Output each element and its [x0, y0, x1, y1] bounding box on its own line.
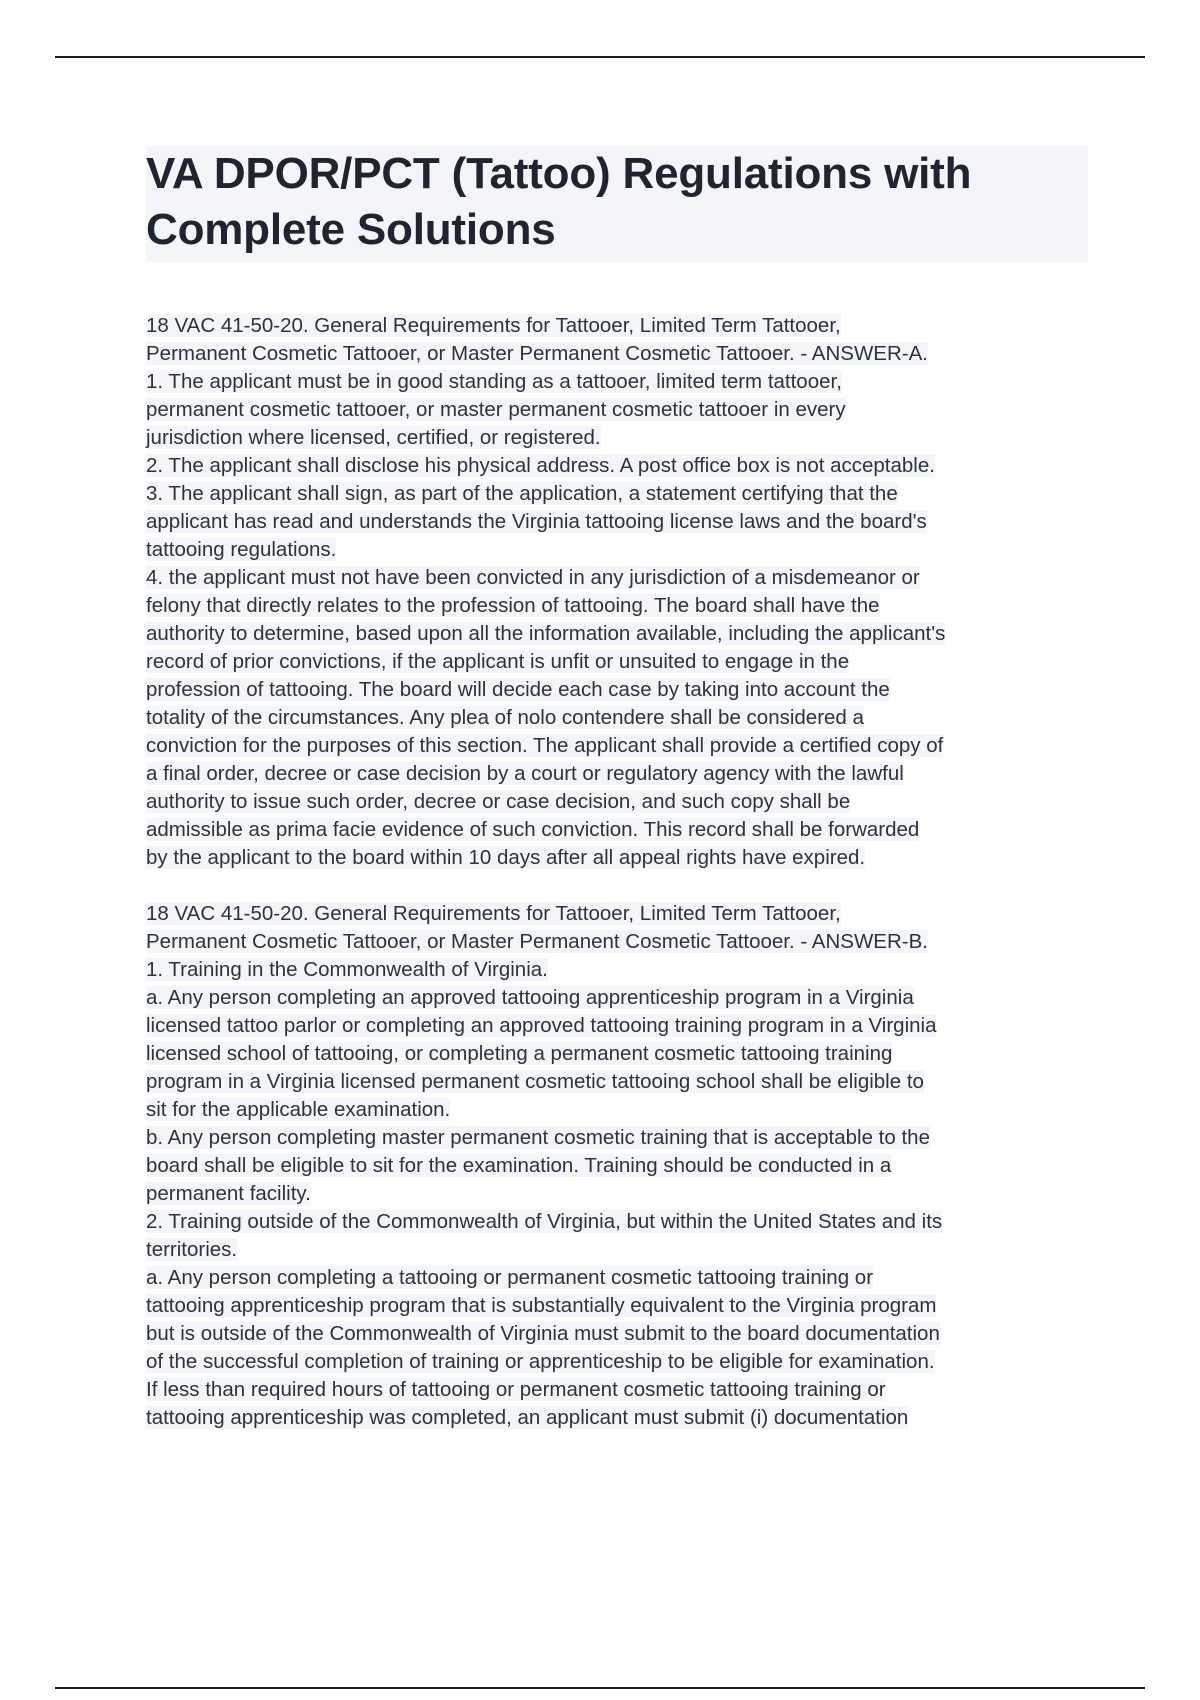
- text-line-content: applicant has read and understands the Virginia tattooing license laws and the board's: [146, 510, 927, 533]
- text-line: [146, 620, 1096, 648]
- page-title: [146, 146, 1088, 258]
- text-line-content: a. Any person completing a tattooing or permanent cosmetic tattooing training or: [146, 1266, 874, 1289]
- text-line: [146, 676, 1096, 704]
- text-line-content: a. Any person completing an approved tattooing apprenticeship program in a Virginia: [146, 986, 914, 1009]
- text-line-content: b. Any person completing master permanent cosmetic training that is acceptable to the: [146, 1126, 930, 1149]
- text-line-content: licensed school of tattooing, or completing a permanent cosmetic tattooing training: [146, 1042, 893, 1065]
- text-line: [146, 1404, 1096, 1432]
- title-line: VA DPOR/PCT (Tattoo) Regulations with: [146, 149, 972, 198]
- text-line: [146, 1348, 1096, 1376]
- text-line: [146, 956, 1096, 984]
- text-line-content: Permanent Cosmetic Tattooer, or Master Permanent Cosmetic Tattooer. - ANSWER-B.: [146, 930, 928, 953]
- text-line: [146, 396, 1096, 424]
- text-line: [146, 424, 1096, 452]
- text-line: [146, 900, 1096, 928]
- text-line-content: 1. The applicant must be in good standing as a tattooer, limited term tattooer,: [146, 370, 842, 393]
- text-line-content: by the applicant to the board within 10 days after all appeal rights have expired.: [146, 846, 866, 869]
- text-line-content: 4. the applicant must not have been convicted in any jurisdiction of a misdemeanor or: [146, 566, 920, 589]
- text-line: [146, 1012, 1096, 1040]
- text-line: [146, 340, 1096, 368]
- text-line: [146, 536, 1096, 564]
- text-line: [146, 1236, 1096, 1264]
- text-line: [146, 788, 1096, 816]
- text-line-content: 3. The applicant shall sign, as part of the application, a statement certifying that the: [146, 482, 898, 505]
- text-line: [146, 1208, 1096, 1236]
- text-line-content: totality of the circumstances. Any plea of nolo contendere shall be considered a: [146, 706, 864, 729]
- text-line: [146, 704, 1096, 732]
- text-line-content: record of prior convictions, if the applicant is unfit or unsuited to engage in the: [146, 650, 850, 673]
- qa-section-a: [146, 312, 1096, 872]
- text-line: [146, 480, 1096, 508]
- text-line-content: Permanent Cosmetic Tattooer, or Master Permanent Cosmetic Tattooer. - ANSWER-A.: [146, 342, 928, 365]
- text-line: [146, 1264, 1096, 1292]
- qa-section-b: [146, 900, 1096, 1432]
- text-line: [146, 1040, 1096, 1068]
- text-line: [146, 984, 1096, 1012]
- text-line: [146, 592, 1096, 620]
- text-line: [146, 816, 1096, 844]
- text-line: [146, 1096, 1096, 1124]
- text-line: [146, 564, 1096, 592]
- text-line-content: board shall be eligible to sit for the examination. Training should be conducted in a: [146, 1154, 892, 1177]
- text-line-content: licensed tattoo parlor or completing an approved tattooing training program in a Virginia: [146, 1014, 937, 1037]
- text-line: [146, 1180, 1096, 1208]
- text-line: [146, 732, 1096, 760]
- text-line-content: of the successful completion of training or apprenticeship to be eligible for examination.: [146, 1350, 935, 1373]
- text-line-content: conviction for the purposes of this section. The applicant shall provide a certified copy of: [146, 734, 944, 757]
- text-line-content: territories.: [146, 1238, 238, 1261]
- text-line: [146, 1292, 1096, 1320]
- text-line-content: but is outside of the Commonwealth of Virginia must submit to the board documentation: [146, 1322, 940, 1345]
- text-line-content: felony that directly relates to the profession of tattooing. The board shall have the: [146, 594, 880, 617]
- text-line-content: authority to issue such order, decree or case decision, and such copy shall be: [146, 790, 851, 813]
- text-line-content: If less than required hours of tattooing or permanent cosmetic tattooing training or: [146, 1378, 886, 1401]
- text-line: [146, 1152, 1096, 1180]
- title-block: [146, 146, 1088, 262]
- text-line-content: authority to determine, based upon all the information available, including the applicant's: [146, 622, 946, 645]
- text-line: [146, 648, 1096, 676]
- text-line-content: permanent cosmetic tattooer, or master permanent cosmetic tattooer in every: [146, 398, 846, 421]
- text-line-content: profession of tattooing. The board will decide each case by taking into account the: [146, 678, 890, 701]
- text-line-content: jurisdiction where licensed, certified, or registered.: [146, 426, 601, 449]
- text-line-content: 18 VAC 41-50-20. General Requirements for Tattooer, Limited Term Tattooer,: [146, 314, 841, 337]
- text-line-content: 18 VAC 41-50-20. General Requirements for Tattooer, Limited Term Tattooer,: [146, 902, 841, 925]
- bottom-divider: [55, 1687, 1145, 1689]
- text-line: [146, 1124, 1096, 1152]
- text-line-content: 2. The applicant shall disclose his physical address. A post office box is not acceptable.: [146, 454, 935, 477]
- text-line-content: program in a Virginia licensed permanent cosmetic tattooing school shall be eligible to: [146, 1070, 924, 1093]
- text-line: [146, 508, 1096, 536]
- text-line-content: 2. Training outside of the Commonwealth of Virginia, but within the United States and its: [146, 1210, 943, 1233]
- text-line-content: 1. Training in the Commonwealth of Virginia.: [146, 958, 548, 981]
- text-line: [146, 1068, 1096, 1096]
- text-line: [146, 928, 1096, 956]
- text-line: [146, 452, 1096, 480]
- text-line-content: tattooing apprenticeship program that is substantially equivalent to the Virginia program: [146, 1294, 937, 1317]
- text-line-content: admissible as prima facie evidence of such conviction. This record shall be forwarded: [146, 818, 920, 841]
- text-line: [146, 844, 1096, 872]
- text-line-content: tattooing apprenticeship was completed, an applicant must submit (i) documentation: [146, 1406, 909, 1429]
- text-line: [146, 1376, 1096, 1404]
- text-line: [146, 312, 1096, 340]
- text-line-content: sit for the applicable examination.: [146, 1098, 451, 1121]
- text-line: [146, 1320, 1096, 1348]
- text-line: [146, 760, 1096, 788]
- text-line-content: tattooing regulations.: [146, 538, 337, 561]
- document-body: [146, 312, 1096, 1460]
- text-line-content: permanent facility.: [146, 1182, 311, 1205]
- text-line-content: a final order, decree or case decision by a court or regulatory agency with the lawful: [146, 762, 904, 785]
- top-divider: [55, 56, 1145, 58]
- text-line: [146, 368, 1096, 396]
- title-line: Complete Solutions: [146, 205, 556, 254]
